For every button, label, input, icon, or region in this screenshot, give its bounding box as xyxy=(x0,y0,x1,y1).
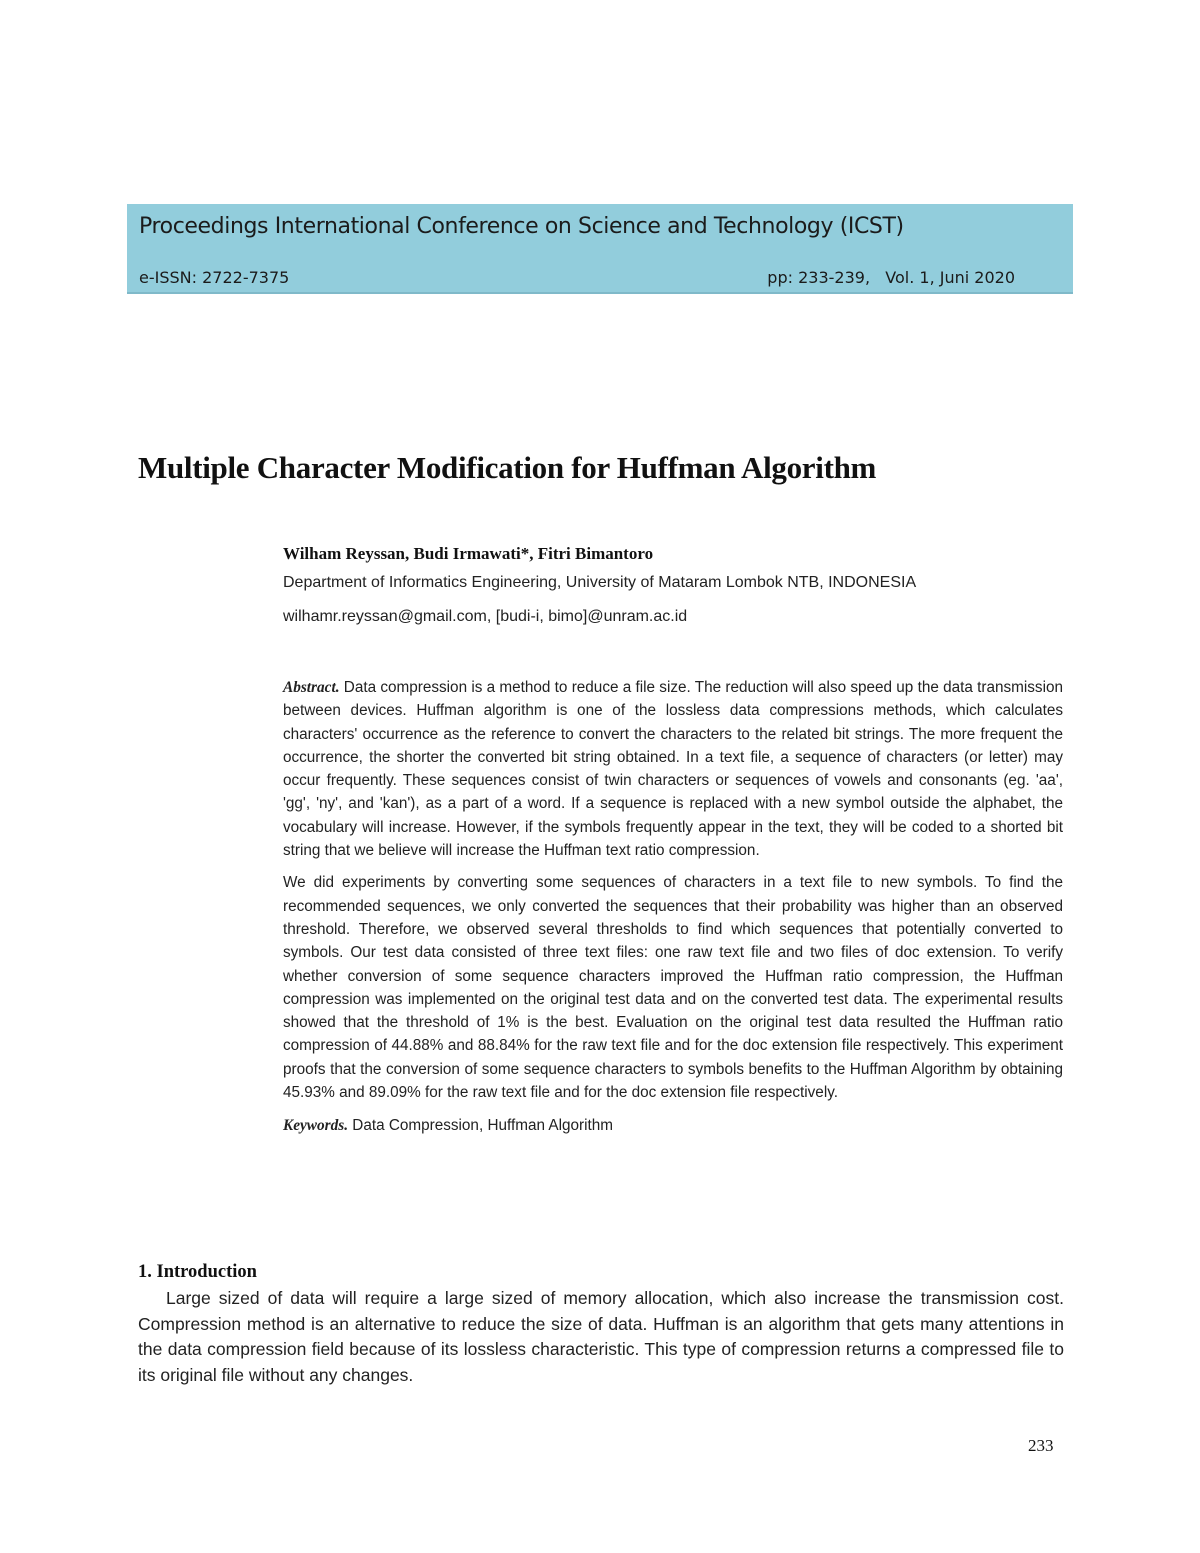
journal-header-banner xyxy=(127,204,1073,294)
author-emails: wilhamr.reyssan@gmail.com, [budi-i, bimo]@unram.ac.id xyxy=(283,608,688,625)
pages-volume: pp: 233-239, Vol. 1, Juni 2020 xyxy=(767,268,1015,287)
keywords-label: Keywords. xyxy=(283,1117,349,1135)
introduction-text: Large sized of data will require a large sized of memory allocation, which also increase the transmission cost. Compression method is an alternative to reduce the size of data. Huffman is an algorithm that gets many attentions in the data compression field because of its lossless characteristic. This type of compression returns a compressed file to its original file without any changes. xyxy=(138,1288,1064,1385)
paper-authors: Wilham Reyssan, Budi Irmawati*, Fitri Bimantoro xyxy=(283,544,654,563)
eissn: e-ISSN: 2722-7375 xyxy=(139,268,290,287)
abstract-label: Abstract. xyxy=(283,679,340,696)
abstract-paragraph-1 xyxy=(283,676,1063,862)
keywords-text: Data Compression, Huffman Algorithm xyxy=(348,1117,613,1135)
page-number: 233 xyxy=(1028,1436,1054,1455)
abstract-paragraph-2: We did experiments by converting some sequences of characters in a text file to new symbols. To find the recommended sequences, we only converted the sequences that their probability was higher than an observed threshold. Therefore, we observed several thresholds to find which sequences that potentially converted to symbols. Our test data consisted of three text files: one raw text file and two files of doc extension. To verify whether conversion of some sequence characters improved the Huffman ratio compression, the Huffman compression was implemented on the original test data and on the converted test data. The experimental results showed that the threshold of 1% is the best. Evaluation on the original test data resulted the Huffman ratio compression of 44.88% and 88.84% for the raw text file and for the doc extension file respectively. This experiment proofs that the conversion of some sequence characters to symbols benefits to the Huffman Algorithm by obtaining 45.93% and 89.09% for the raw text file and for the doc extension file respectively. xyxy=(283,874,1063,1102)
journal-title: Proceedings International Conference on Science and Technology (ICST) xyxy=(139,214,904,239)
abstract-text-1: Data compression is a method to reduce a file size. The reduction will also speed up the data transmission between devices. Huffman algorithm is one of the lossless data compressions methods, which calculates characters' occurrence as the reference to convert the characters to the related bit strings. The more frequent the occurrence, the shorter the converted bit string obtained. In a text file, a sequence of characters (or letter) may occur frequently. These sequences consist of twin characters or sequences of vowels and consonants (eg. 'aa', 'gg', 'ny', and 'kan'), as a part of a word. If a sequence is replaced with a new symbol outside the alphabet, the vocabulary will increase. However, if the symbols frequently appear in the text, they will be coded to a shorted bit string that we believe will increase the Huffman text ratio compression. xyxy=(283,679,1063,860)
keywords-line xyxy=(283,1114,1063,1137)
author-affiliation: Department of Informatics Engineering, University of Mataram Lombok NTB, INDONESIA xyxy=(283,574,917,591)
introduction-heading: 1. Introduction xyxy=(138,1262,257,1282)
paper-title: Multiple Character Modification for Huffman Algorithm xyxy=(138,450,877,485)
abstract-section xyxy=(283,676,1063,1147)
